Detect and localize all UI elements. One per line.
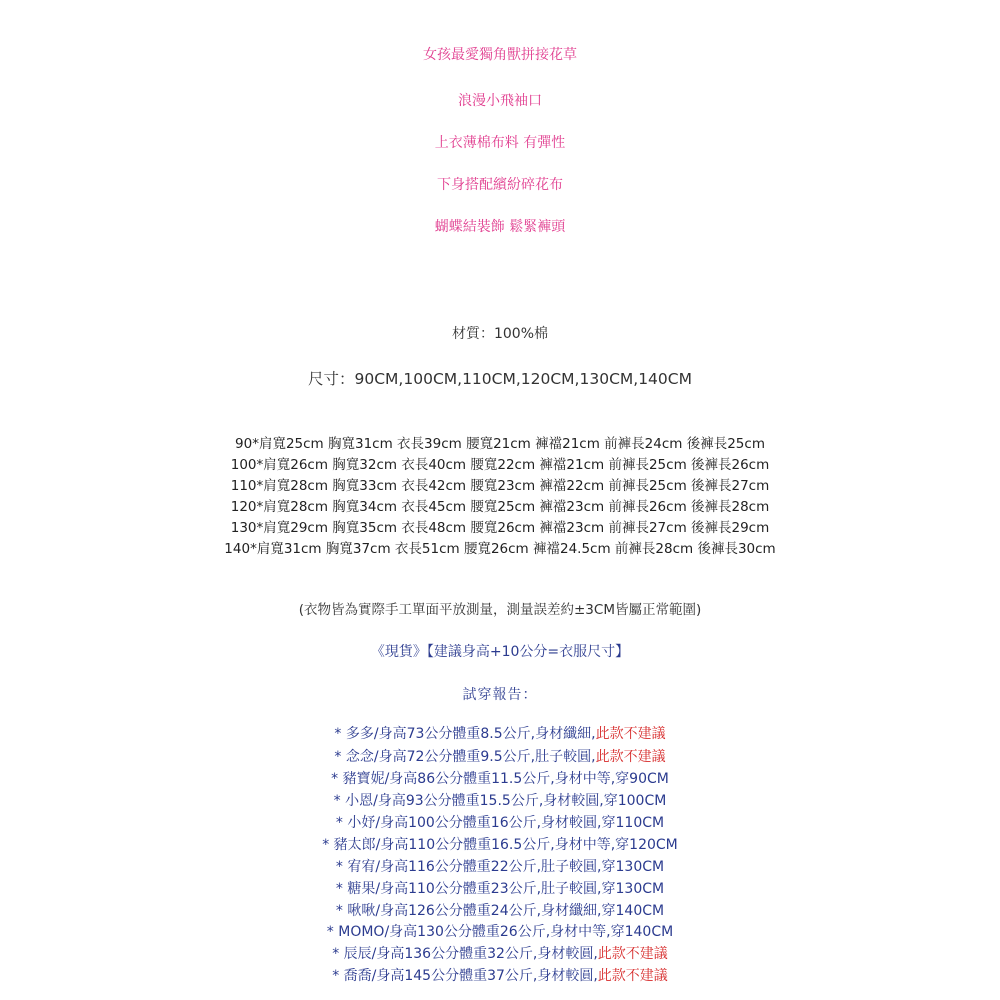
report-text: * 多多/身高73公分體重8.5公斤,身材纖細, xyxy=(334,726,596,742)
report-text: * 宥宥/身高116公分體重22公斤,肚子較圓,穿130CM xyxy=(335,859,665,875)
report-text: * MOMO/身高130公分體重26公斤,身材中等,穿140CM xyxy=(326,924,674,940)
try-on-report-row xyxy=(0,965,1000,985)
feature-line: 女孩最愛獨角獸拼接花草 xyxy=(423,47,577,63)
report-verdict: 此款不建議 xyxy=(595,726,666,742)
report-verdict: 此款不建議 xyxy=(597,968,668,984)
try-on-report-row xyxy=(0,943,1000,963)
report-text: * 小恩/身高93公分體重15.5公斤,身材較圓,穿100CM xyxy=(333,793,667,809)
report-text: * 豬寶妮/身高86公分體重11.5公斤,身材中等,穿90CM xyxy=(331,771,669,787)
feature-line: 蝴蝶結裝飾 鬆緊褲頭 xyxy=(434,219,566,235)
measurement-row: 110*肩寬28cm 胸寬33cm 衣長42cm 腰寬23cm 褲襠22cm 前褲長25cm 後褲長27cm xyxy=(230,478,770,494)
report-text: * 豬太郎/身高110公分體重16.5公斤,身材中等,穿120CM xyxy=(322,837,678,853)
measurement-row: 140*肩寬31cm 胸寬37cm 衣長51cm 腰寬26cm 褲襠24.5cm 前褲長28cm 後褲長30cm xyxy=(224,541,776,557)
feature-line: 浪漫小飛袖口 xyxy=(458,93,542,109)
try-on-report-row xyxy=(0,900,1000,920)
try-on-report-row xyxy=(0,856,1000,876)
measurement-row: 90*肩寬25cm 胸寬31cm 衣長39cm 腰寬21cm 褲襠21cm 前褲長24cm 後褲長25cm xyxy=(235,436,765,452)
report-text: * 念念/身高72公分體重9.5公斤,肚子較圓, xyxy=(334,749,596,765)
in-stock-label: 《現貨》 xyxy=(370,644,427,660)
try-on-report-row xyxy=(0,812,1000,832)
report-text: * 糖果/身高110公分體重23公斤,肚子較圓,穿130CM xyxy=(335,881,665,897)
try-on-report-row xyxy=(0,834,1000,854)
material-line: 材質：100%棉 xyxy=(451,326,549,342)
size-suggestion: 【建議身高+10公分=衣服尺寸】 xyxy=(426,644,630,660)
report-text: * 啾啾/身高126公分體重24公斤,身材纖細,穿140CM xyxy=(335,903,665,919)
try-on-report-row xyxy=(0,723,1000,743)
feature-line: 下身搭配繽紛碎花布 xyxy=(437,177,563,193)
try-on-report-row xyxy=(0,921,1000,941)
size-list: 尺寸：90CM,100CM,110CM,120CM,130CM,140CM xyxy=(308,370,692,388)
measurement-note: (衣物皆為實際手工單面平放測量，測量誤差約±3CM皆屬正常範圍) xyxy=(298,602,702,618)
report-text: * 辰辰/身高136公分體重32公斤,身材較圓, xyxy=(332,946,598,962)
measurement-row: 100*肩寬26cm 胸寬32cm 衣長40cm 腰寬22cm 褲襠21cm 前褲長25cm 後褲長26cm xyxy=(230,457,770,473)
try-on-report-row xyxy=(0,790,1000,810)
try-on-report-row xyxy=(0,768,1000,788)
try-on-report-title: 試穿報告： xyxy=(462,687,538,703)
feature-line: 上衣薄棉布料 有彈性 xyxy=(434,135,566,151)
measurement-row: 130*肩寬29cm 胸寬35cm 衣長48cm 腰寬26cm 褲襠23cm 前褲長27cm 後褲長29cm xyxy=(230,520,770,536)
report-text: * 小妤/身高100公分體重16公斤,身材較圓,穿110CM xyxy=(335,815,665,831)
report-text: * 喬喬/身高145公分體重37公斤,身材較圓, xyxy=(332,968,598,984)
report-verdict: 此款不建議 xyxy=(597,946,668,962)
stock-line xyxy=(0,641,1000,661)
try-on-report-row xyxy=(0,878,1000,898)
measurement-row: 120*肩寬28cm 胸寬34cm 衣長45cm 腰寬25cm 褲襠23cm 前褲長26cm 後褲長28cm xyxy=(230,499,770,515)
report-verdict: 此款不建議 xyxy=(595,749,666,765)
try-on-report-row xyxy=(0,746,1000,766)
